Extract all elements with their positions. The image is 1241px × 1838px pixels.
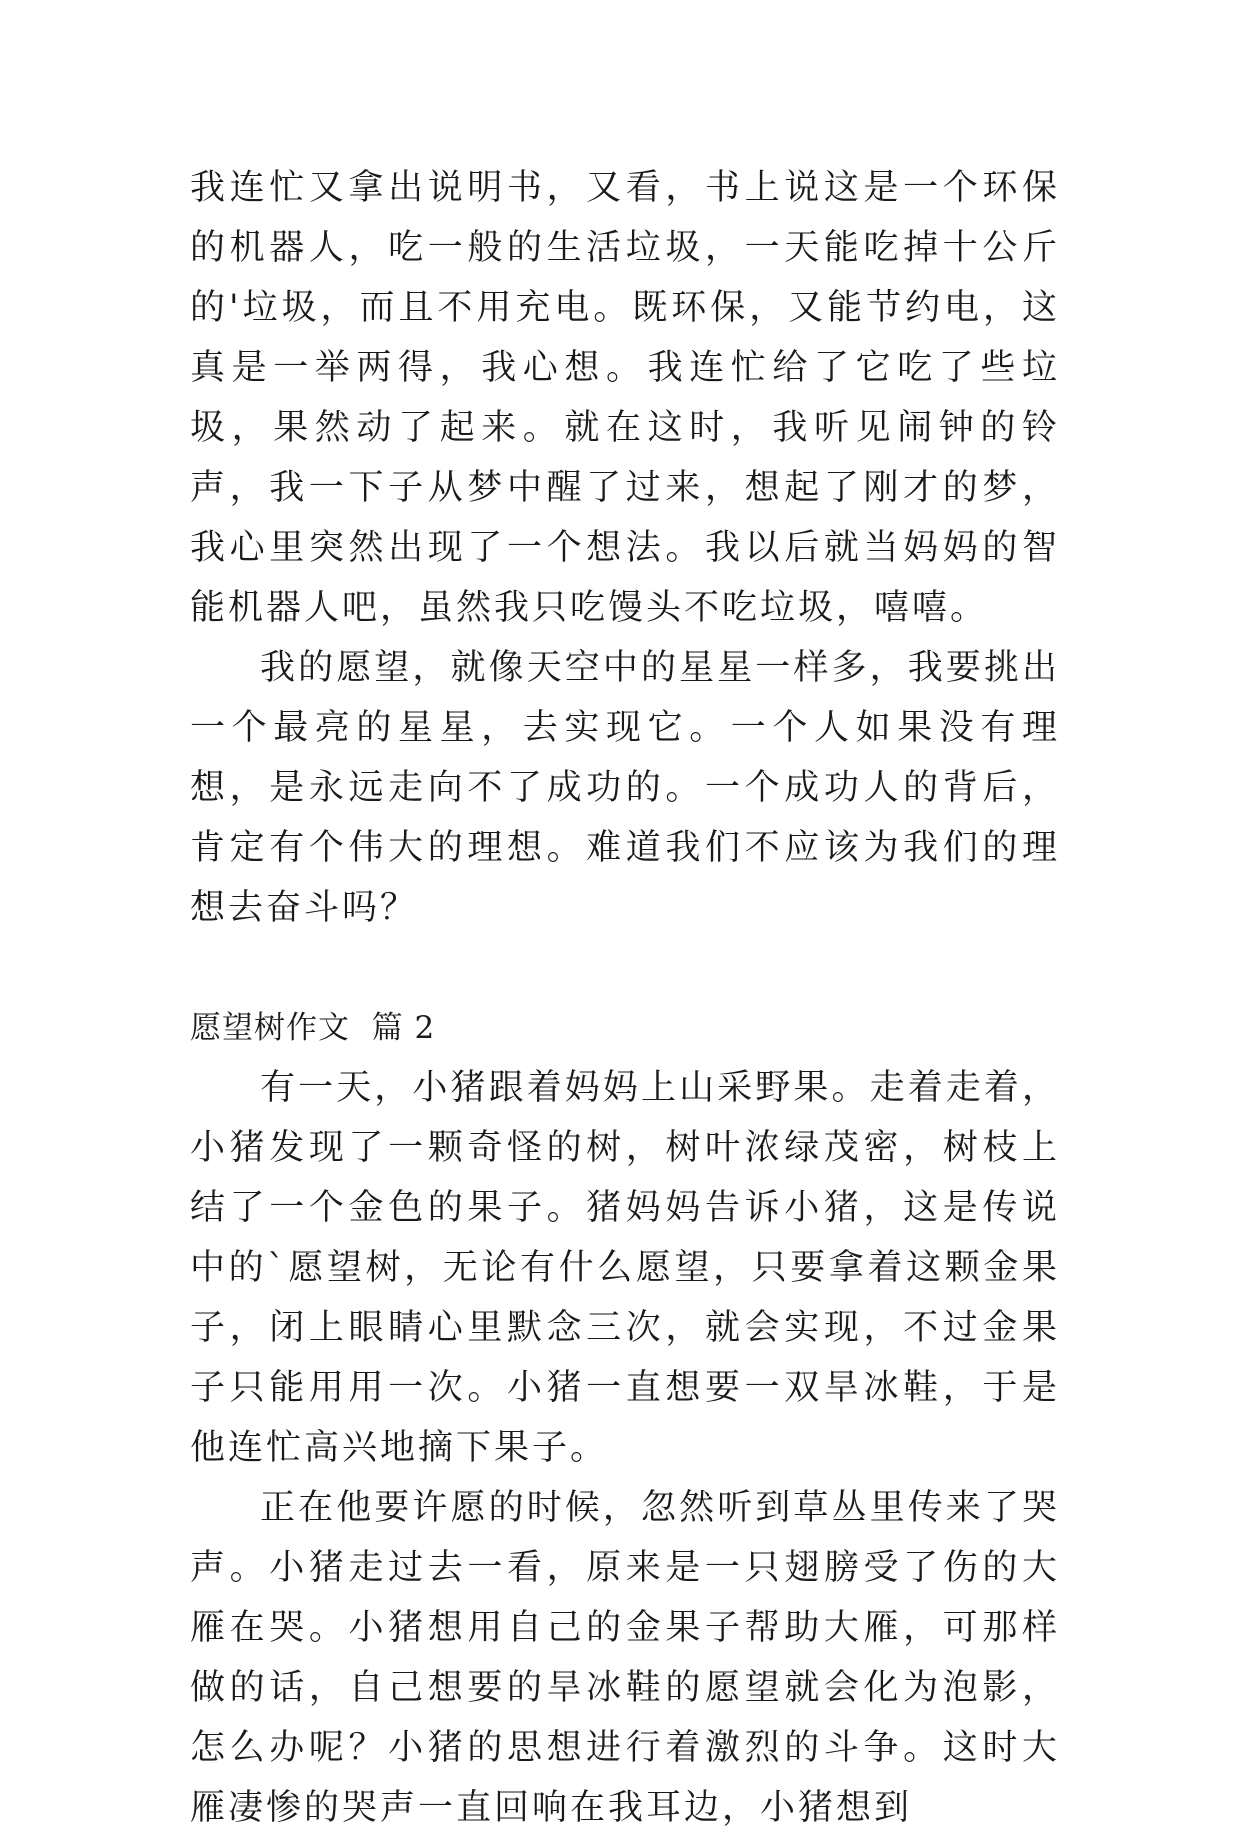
paragraph-wild-goose: 正在他要许愿的时候，忽然听到草丛里传来了哭声。小猪走过去一看，原来是一只翅膀受了伤的大雁在哭。小猪想用自己的金果子帮助大雁，可那样做的话，自己想要的旱冰鞋的愿望就会化为泡影，怎么办呢？小猪的思想进行着激烈的斗争。这时大雁凄惨的哭声一直回响在我耳边，小猪想到 <box>190 1488 1060 1828</box>
paragraph-wish-stars: 我的愿望，就像天空中的星星一样多，我要挑出一个最亮的星星，去实现它。一个人如果没有理想，是永远走向不了成功的。一个成功人的背后，肯定有个伟大的理想。难道我们不应该为我们的理想去奋斗吗？ <box>190 648 1060 928</box>
document-page <box>190 158 1060 1838</box>
paragraph-robot-dream: 我连忙又拿出说明书，又看，书上说这是一个环保的机器人，吃一般的生活垃圾，一天能吃掉十公斤的'垃圾，而且不用充电。既环保，又能节约电，这真是一举两得，我心想。我连忙给了它吃了些垃圾，果然动了起来。就在这时，我听见闹钟的铃声，我一下子从梦中醒了过来，想起了刚才的梦，我心里突然出现了一个想法。我以后就当妈妈的智能机器人吧，虽然我只吃馒头不吃垃圾，嘻嘻。 <box>190 168 1060 628</box>
paragraph-wish-tree: 有一天，小猪跟着妈妈上山采野果。走着走着，小猪发现了一颗奇怪的树，树叶浓绿茂密，树枝上结了一个金色的果子。猪妈妈告诉小猪，这是传说中的`愿望树，无论有什么愿望，只要拿着这颗金果子，闭上眼睛心里默念三次，就会实现，不过金果子只能用用一次。小猪一直想要一双旱冰鞋，于是他连忙高兴地摘下果子。 <box>190 1068 1060 1468</box>
section-heading: 愿望树作文 篇 2 <box>190 1010 436 1046</box>
